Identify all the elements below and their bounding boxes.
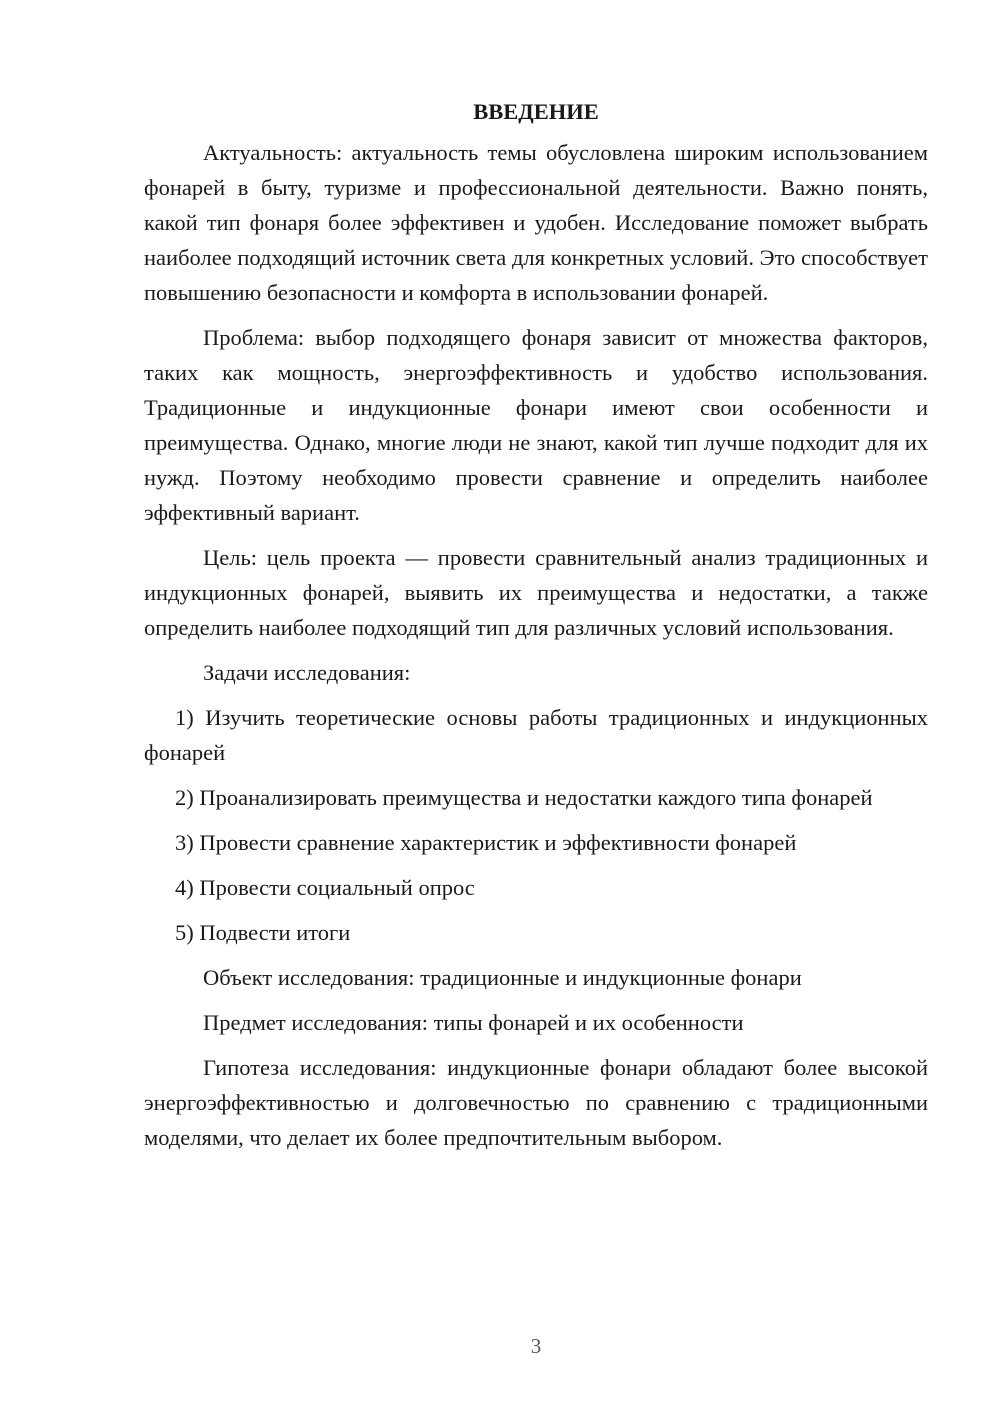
paragraph-subject: Предмет исследования: типы фонарей и их особенности — [203, 1010, 744, 1035]
page-title: ВВЕДЕНИЕ — [473, 99, 599, 124]
task-item-5: 5) Подвести итоги — [175, 920, 351, 945]
task-item-3: 3) Провести сравнение характеристик и эффективности фонарей — [175, 830, 797, 855]
paragraph-problem: Проблема: выбор подходящего фонаря зависит от множества факторов, таких как мощность, энергоэффективность и удобство использования. Традиционные и индукционные фонари имеют свои особенности и преимущества. Однако, многие люди не знают, какой тип лучше подходит для их нужд. Поэтому необходимо провести сравнение и определить наиболее эффективный вариант. — [144, 325, 928, 525]
task-item-1: 1) Изучить теоретические основы работы традиционных и индукционных фонарей — [144, 705, 928, 765]
page-number: 3 — [530, 1334, 542, 1358]
paragraph-hypothesis: Гипотеза исследования: индукционные фонари обладают более высокой энергоэффективностью и долговечностью по сравнению с традиционными моделями, что делает их более предпочтительным выбором. — [144, 1055, 928, 1150]
paragraph-object: Объект исследования: традиционные и индукционные фонари — [203, 965, 802, 990]
task-item-2: 2) Проанализировать преимущества и недостатки каждого типа фонарей — [175, 785, 873, 810]
paragraph-relevance: Актуальность: актуальность темы обусловлена широким использованием фонарей в быту, туризме и профессиональной деятельности. Важно понять, какой тип фонаря более эффективен и удобен. Исследование поможет выбрать наиболее подходящий источник света для конкретных условий. Это способствует повышению безопасности и комфорта в использовании фонарей. — [144, 140, 928, 305]
paragraph-goal: Цель: цель проекта — провести сравнительный анализ традиционных и индукционных фонарей, выявить их преимущества и недостатки, а также определить наиболее подходящий тип для различных условий использования. — [144, 545, 928, 640]
task-item-4: 4) Провести социальный опрос — [175, 875, 475, 900]
paragraph-tasks-heading: Задачи исследования: — [203, 660, 411, 685]
page-content — [144, 96, 928, 1155]
